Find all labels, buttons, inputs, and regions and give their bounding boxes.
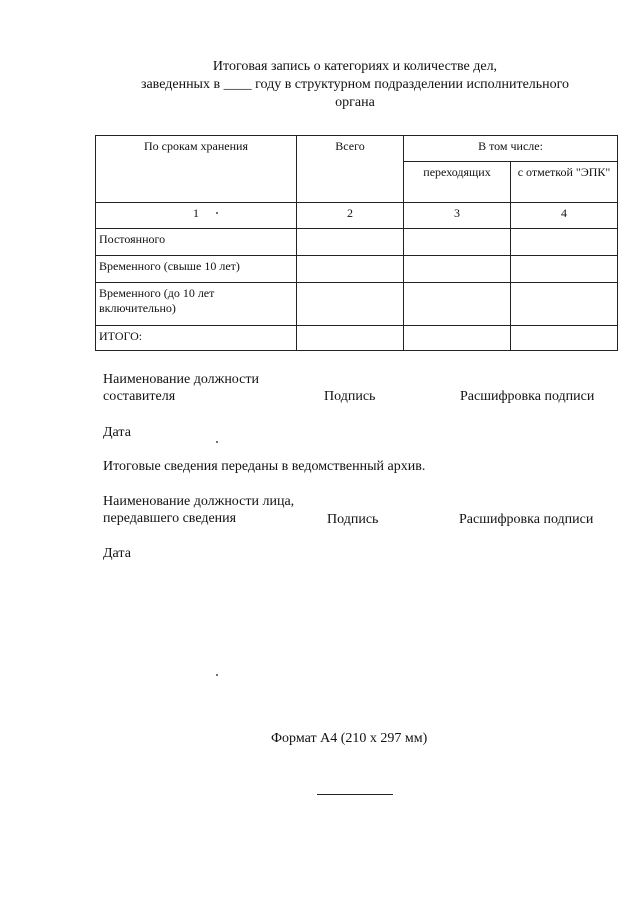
compiler-position-line-1: Наименование должности [103,372,259,387]
col-number-3: 3 [404,203,511,229]
title-line-3: органа [335,95,375,110]
cell-transferring [404,229,511,256]
row-label: Временного (свыше 10 лет) [96,256,297,283]
scan-speck [216,212,218,214]
transferer-decode-label: Расшифровка подписи [459,512,594,527]
table-row [96,256,618,283]
cell-transferring [404,326,511,351]
row-label: Временного (до 10 лет включительно) [96,283,297,326]
cell-epk [511,326,618,351]
footer-rule [317,794,393,795]
cell-epk [511,229,618,256]
header-transferring: переходящих [404,162,511,203]
cell-total [297,256,404,283]
col-number-2: 2 [297,203,404,229]
transferer-position [103,493,294,527]
archive-note: Итоговые сведения переданы в ведомственный архив. [103,459,426,474]
title-line-2: заведенных в ____ году в структурном подразделении исполнительного [140,77,570,92]
col-number-4: 4 [511,203,618,229]
table-row [96,326,618,351]
compiler-date-label: Дата [103,425,131,440]
cell-epk [511,283,618,326]
cell-transferring [404,283,511,326]
table-row [96,283,618,326]
transferer-position-line-1: Наименование должности лица, [103,494,295,509]
records-table [95,135,618,351]
scan-speck [216,674,218,676]
cell-transferring [404,256,511,283]
header-storage: По срокам хранения [96,136,297,203]
header-total: Всего [297,136,404,203]
compiler-decode-label: Расшифровка подписи [460,389,595,404]
document-title [90,58,620,112]
compiler-signature-label: Подпись [324,389,376,404]
header-epk: с отметкой "ЭПК" [511,162,618,203]
cell-total [297,283,404,326]
cell-total [297,229,404,256]
cell-total [297,326,404,351]
row-label: ИТОГО: [96,326,297,351]
title-line-1: Итоговая запись о категориях и количестве дел, [212,59,498,74]
table-row [96,229,618,256]
transferer-signature-label: Подпись [327,512,379,527]
col-number-1: 1 [96,203,297,229]
header-including: В том числе: [404,136,618,162]
scan-speck [216,441,218,443]
transferer-position-line-2: передавшего сведения [103,511,237,526]
transferer-date-label: Дата [103,546,131,561]
format-note: Формат А4 (210 х 297 мм) [271,731,428,746]
compiler-position-line-2: составителя [103,389,176,404]
compiler-position [103,371,259,405]
row-label: Постоянного [96,229,297,256]
cell-epk [511,256,618,283]
